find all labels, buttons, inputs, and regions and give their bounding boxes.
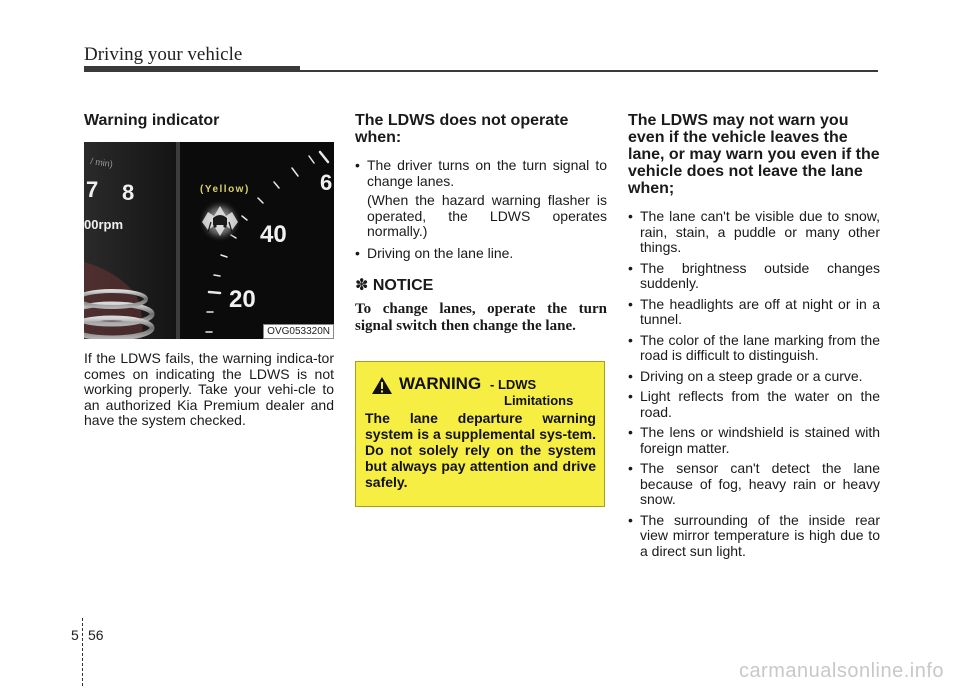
bullet-dot-icon: • [628,424,633,440]
bullet-dot-icon: • [628,460,633,476]
speed-20: 20 [229,286,256,313]
list-item [628,333,880,364]
bullet-dot-icon: • [355,244,360,261]
warning-indicator-paragraph: If the LDWS fails, the warning indica-tor comes on indicating the LDWS is not working properly. Take your vehi-cle to an authorized Kia Premium dealer and have the system checked. [84,350,334,428]
list-item-text: The lens or windshield is stained with foreign matter. [640,424,880,456]
footer-divider [82,618,83,686]
image-code-label: OVG053320N [263,324,334,339]
watermark-text: carmanualsonline.info [738,660,944,682]
list-item [628,461,880,508]
list-item [628,369,880,385]
instrument-cluster-figure [84,142,334,339]
bullet-dot-icon: • [628,511,633,528]
list-item-text: The color of the lane marking from the road is difficult to distinguish. [640,331,880,363]
warning-subtitle-line1: - LDWS [490,377,537,392]
list-item [628,389,880,420]
header-title: Driving your vehicle [84,44,243,65]
list-item [355,158,607,189]
list-item-text: Driving on the lane line. [367,244,514,261]
column-ldws-may-not-warn [628,112,880,564]
warning-triangle-icon [371,376,393,395]
list-item [628,209,880,256]
list-item [355,246,607,262]
list-item-text: The driver turns on the turn signal to change lanes. [367,157,607,189]
bullet-dot-icon: • [628,367,633,384]
tach-rpm: 00rpm [84,217,124,232]
list-item-text: The lane can't be visible due to snow, rain, stain, a puddle or many other things. [640,208,880,255]
speed-6: 6 [320,170,333,195]
warning-text: The lane departure warning system is a supplemental sys-tem. Do not solely rely on the system but always pay attention and drive safely. [365,410,596,490]
column-ldws-not-operate [355,112,607,507]
warning-subtitle-line2: Limitations [504,393,574,408]
page-number: 56 [88,627,104,643]
list-item-text: The sensor can't detect the lane because of fog, heavy rain or heavy snow. [640,460,880,507]
chapter-number: 5 [71,627,79,643]
header-rule-thick [84,66,300,72]
bullet-dot-icon: • [628,208,633,224]
panel-divider [176,142,180,339]
list-item-text: The headlights are off at night or in a tunnel. [640,295,880,327]
tach-7: 7 [86,177,99,202]
warning-header [365,374,596,410]
may-not-warn-heading: The LDWS may not warn you even if the vehicle leaves the lane, or may warn you even if the vehicle does not leave the lane when; [628,112,880,197]
warning-box [355,361,605,507]
list-item-text: Light reflects from the water on the road. [640,388,880,420]
notice-title: ✽ NOTICE [355,277,434,294]
yellow-label: (Yellow) [200,184,250,195]
bullet-dot-icon: • [628,295,633,312]
may-not-warn-list [628,209,880,559]
not-operate-heading: The LDWS does not operate when: [355,112,569,146]
list-item-text: The brightness outside changes suddenly. [640,259,880,291]
speed-40: 40 [260,221,287,248]
bullet-dot-icon: • [355,157,360,173]
not-operate-list-2 [355,246,607,262]
cluster-drawing [84,142,334,339]
tach-faint-label: / min) [89,156,114,170]
bullet-dot-icon: • [628,259,633,276]
column-warning-indicator [84,112,334,429]
warning-subtitle [490,377,573,409]
bullet-dot-icon: • [628,331,633,348]
tach-8: 8 [122,180,135,205]
list-item [628,261,880,292]
warning-indicator-heading: Warning indicator [84,112,220,129]
header-rule-thin [300,70,878,72]
list-item-text: Driving on a steep grade or a curve. [640,367,863,384]
bullet-dot-icon: • [628,388,633,404]
notice-body: To change lanes, operate the turn signal switch then change the lane. [355,301,607,334]
not-operate-list [355,158,607,189]
list-item [628,513,880,560]
list-item [628,425,880,456]
warning-word: WARNING [399,374,482,393]
list-item [628,297,880,328]
list-item-subtext: (When the hazard warning flasher is operated, the LDWS operates normally.) [367,192,607,239]
list-item-text: The surrounding of the inside rear view mirror temperature is high due to a direct sun light. [640,511,880,559]
